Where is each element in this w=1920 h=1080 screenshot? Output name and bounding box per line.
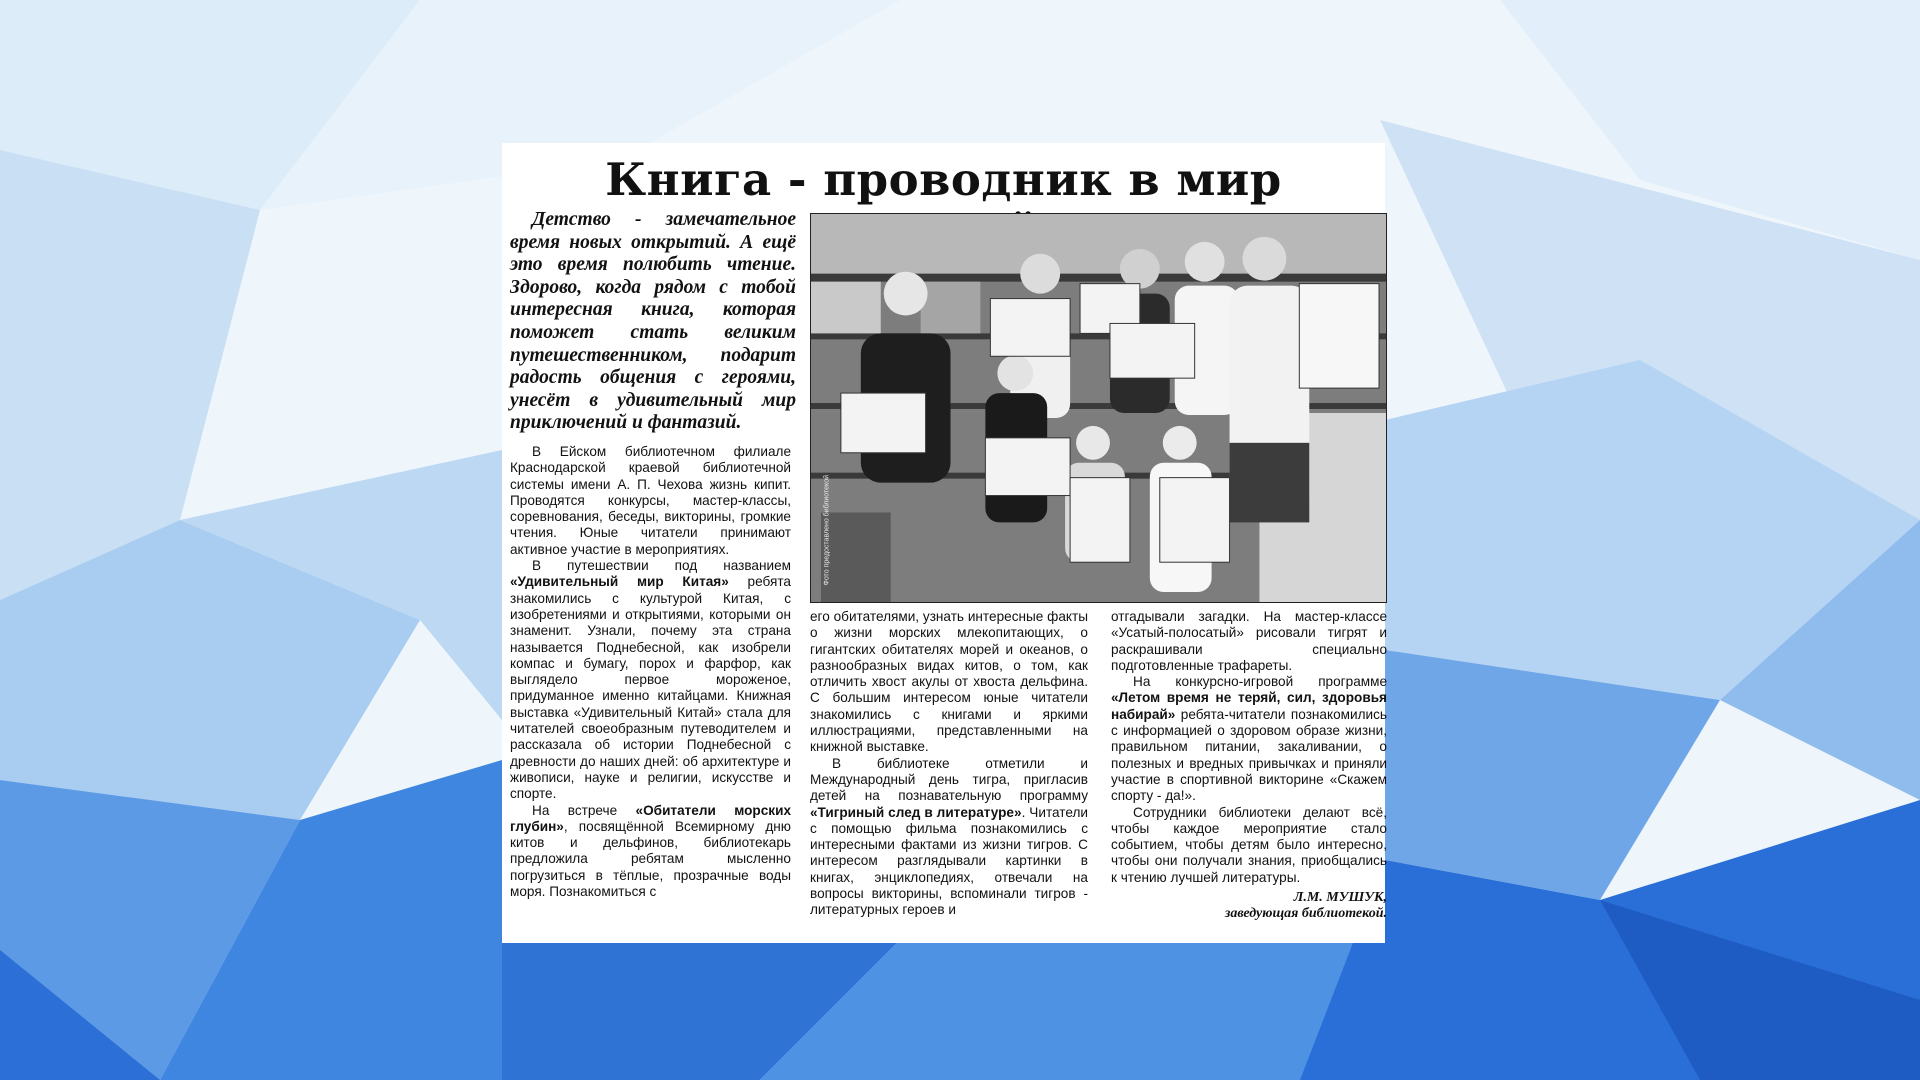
- paragraph: На конкурсно-игровой программе «Летом время не теряй, сил, здоровья набирай» ребята-читатели познакомились с информацией о здоровом образе жизни, правильном питании, закаливании, о полезных и вредных привычках и приняли участие в спортивной викторине «Скажем спорту - да!».: [1111, 674, 1387, 804]
- paragraph: В путешествии под названием «Удивительный мир Китая» ребята знакомились с культурой Китая, с изобретениями и открытиями, которыми он знаменит. Узнали, почему эта страна называется Поднебесной, как изобрели компас и бумагу, порох и фарфор, как выглядело первое мороженое, придуманное именно китайцами. Книжная выставка «Удивительный Китай» стала для читателей своеобразным путеводителем и рассказала об истории Поднебесной с древности до наших дней: об архитектуре и живописи, науке и религии, искусстве и спорте.: [510, 558, 791, 802]
- paragraph: В Ейском библиотечном филиале Краснодарской краевой библиотечной системы имени А. П. Чехова жизнь кипит. Проводятся конкурсы, мастер-классы, соревнования, беседы, викторины, громкие чтения. Юные читатели принимают активное участие в мероприятиях.: [510, 444, 791, 557]
- newspaper-clipping: [502, 143, 1385, 943]
- author-signature: [1111, 890, 1387, 922]
- text-column-2: [810, 609, 1088, 919]
- paragraph: отгадывали загадки. На мастер-классе «Усатый-полосатый» рисовали тигрят и раскрашивали специально подготовленные трафареты.: [1111, 609, 1387, 673]
- photo-credit: Фото предоставлено библиотекой: [823, 475, 831, 586]
- paragraph: В библиотеке отметили и Международный день тигра, пригласив детей на познавательную программу «Тигриный след в литературе». Читатели с помощью фильма познакомились с интересными фактами из жизни тигров. С интересом разглядывали картинки в книгах, энциклопедиях, отвечали на вопросы викторины, вспоминали тигров - литературных героев и: [810, 755, 1089, 918]
- author-role: заведующая библиотекой.: [1224, 906, 1387, 922]
- article-title: Книга - проводник в мир: [605, 153, 1282, 206]
- paragraph: На встрече «Обитатели морских глубин», посвящённой Всемирному дню китов и дельфинов, библиотекарь предложила ребятам мысленно погрузиться в тёплые, прозрачные воды моря. Познакомиться с: [510, 802, 792, 900]
- paragraph: Сотрудники библиотеки делают всё, чтобы каждое мероприятие стало событием, чтобы детям было интересно, чтобы они получали знания, приобщались к чтению лучшей литературы.: [1111, 804, 1387, 885]
- text-column-3: [1111, 609, 1387, 922]
- paragraph: его обитателями, узнать интересные факты о жизни морских млекопитающих, о гигантских обитателях морей и океанов, о разнообразных видах китов, о том, как отличить хвост акулы от хвоста дельфина. С большим интересом юные читатели знакомились с книгами и яркими иллюстрациями, представленными на книжной выставке.: [810, 609, 1088, 755]
- text-column-1: [510, 444, 791, 900]
- author-name: Л.М. МУШУК,: [1293, 890, 1387, 906]
- article-photo: [810, 213, 1387, 603]
- article-lead: Детство - замечательное время новых открытий. А ещё это время полюбить чтение. Здорово, когда рядом с тобой интересная книга, которая поможет стать великим путешественником, подарит радость общения с героями, унесёт в удивительный мир приключений и фантазий.: [510, 209, 796, 434]
